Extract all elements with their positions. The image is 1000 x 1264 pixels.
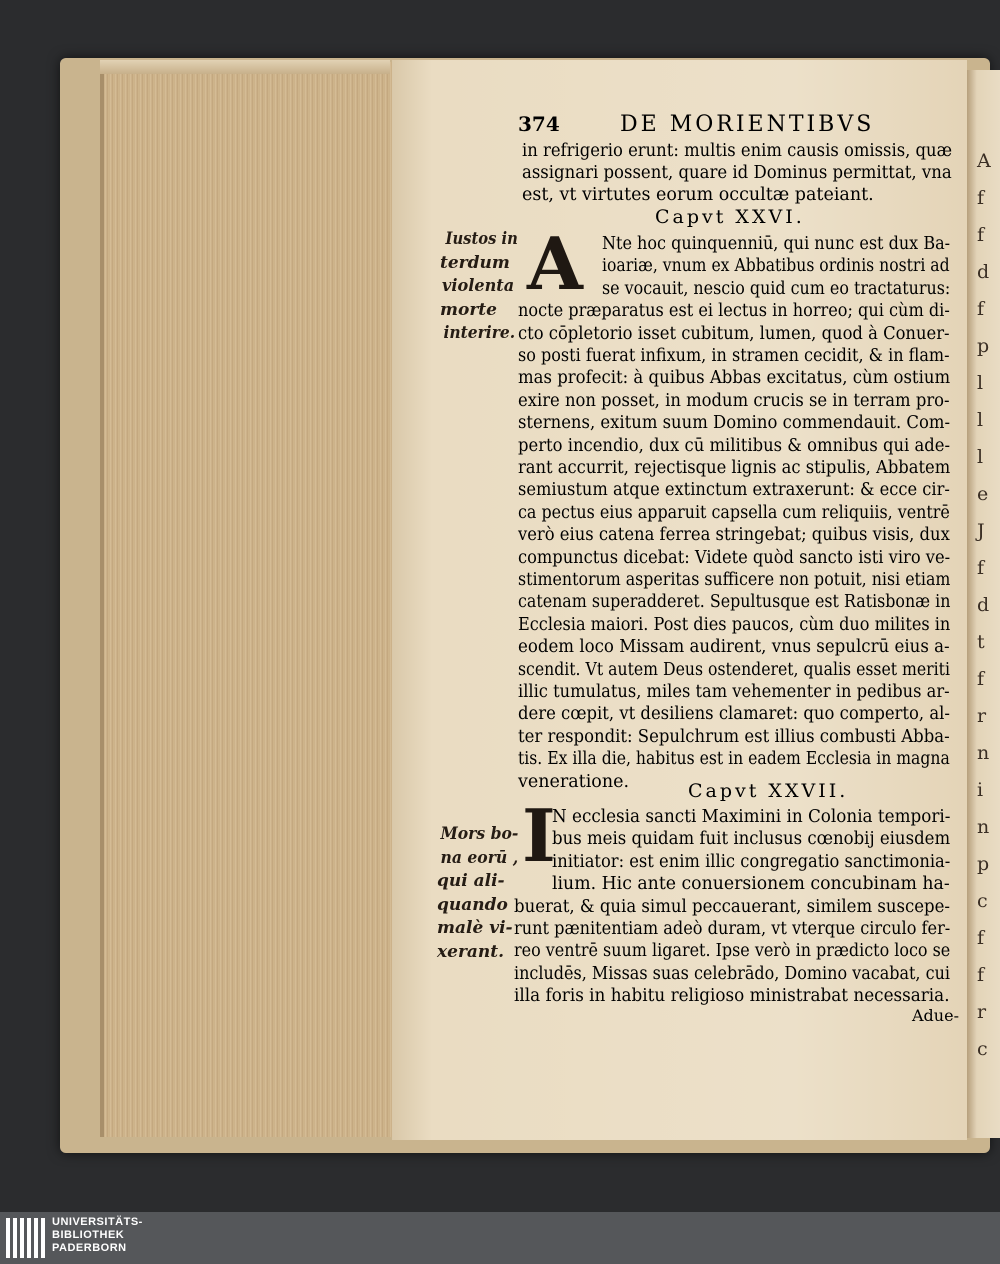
next-page-fragment: n — [977, 742, 990, 764]
next-page-fragment: c — [977, 890, 988, 912]
next-page-fragment: e — [977, 483, 989, 505]
text-line: rant accurrit, rejectisque lignis ac stipulis, Abbatem — [518, 458, 951, 478]
text-line: buerat, & quia simul peccauerant, similem suscepe- — [514, 896, 950, 917]
library-logo-icon — [6, 1218, 46, 1258]
text-line: verò eius catena ferrea stringebat; quibus visis, dux — [518, 525, 950, 546]
next-page-fragment: d — [977, 594, 990, 616]
next-page-fragment: l — [977, 372, 984, 394]
text-line: so posti fuerat infixum, in stramen cecidit, & in flam- — [518, 346, 950, 366]
text-line: veneratione. — [518, 771, 630, 792]
drop-initial: A — [527, 221, 583, 306]
text-line: stimentorum asperitas sufficere non potuit, nisi etiam — [518, 570, 951, 590]
next-page-fragment: l — [977, 409, 984, 431]
library-name-line: PADERBORN — [52, 1242, 127, 1254]
text-line: N ecclesia sancti Maximini in Colonia tempori- — [552, 807, 951, 827]
text-line: in refrigerio erunt: multis enim causis omissis, quæ — [522, 141, 953, 161]
library-footer — [0, 1212, 1000, 1264]
text-line: reo ventrē suum ligaret. Ipse verò in prædicto loco se — [514, 941, 951, 962]
text-line: sternens, exitum suum Domino commendauit. Com- — [518, 413, 951, 434]
text-line: Nte hoc quinquenniū, qui nunc est dux Ba- — [602, 234, 951, 254]
side-note-line: quando — [437, 894, 508, 915]
text-line: scendit. Vt autem Deus ostenderet, qualis esset meriti — [518, 659, 950, 680]
next-page-fragment: n — [977, 816, 990, 838]
side-note-line: Mors bo- — [440, 824, 519, 844]
side-note-line: na eorū , — [440, 847, 519, 868]
next-page-fragment: f — [977, 298, 985, 320]
text-line: nocte præparatus est ei lectus in horreo; qui cùm di- — [518, 301, 950, 322]
catchword: Adue- — [912, 1006, 959, 1025]
library-name-line: UNIVERSITÄTS- — [52, 1216, 143, 1228]
side-note-line: malè vi- — [437, 918, 513, 938]
next-page-fragment: p — [977, 335, 990, 357]
next-page-fragment: f — [977, 187, 985, 209]
page-header — [518, 112, 958, 138]
text-line: illic tumulatus, miles tam vehementer in pedibus ar- — [518, 682, 950, 702]
text-line: mas profecit: à quibus Abbas excitatus, cùm ostium — [518, 368, 951, 389]
text-line: ioariæ, vnum ex Abbatibus ordinis nostri ad — [602, 256, 950, 277]
side-note-line: terdum — [440, 252, 510, 273]
library-name — [52, 1216, 143, 1255]
text-line: illa foris in habitu religioso ministrabat necessaria. — [514, 986, 950, 1007]
text-line: assignari possent, quare id Dominus permittat, vna — [522, 163, 952, 184]
recto-page-edge — [967, 70, 1000, 1138]
text-line: exire non posset, in modum crucis se in terram pro- — [518, 390, 950, 411]
next-page-fragment: f — [977, 927, 985, 949]
running-title: DE MORIENTIBVS — [620, 112, 875, 137]
text-line: includēs, Missas suas celebrādo, Domino vacabat, cui — [514, 963, 950, 984]
next-page-fragment: r — [977, 1001, 987, 1023]
next-page-fragment: r — [977, 705, 987, 727]
next-page-fragment: c — [977, 1038, 988, 1060]
side-note-line: qui ali- — [437, 871, 505, 891]
chapter-heading: Capvt XXVI. — [655, 206, 805, 228]
side-note-line: violenta — [442, 276, 515, 296]
text-line: semiustum atque extinctum extraxerunt: & ecce cir- — [518, 480, 950, 501]
side-note-line: interire. — [443, 323, 516, 343]
side-note-line: Iustos in — [445, 229, 518, 249]
text-line: ca pectus eius apparuit capsella cum reliquiis, ventrē — [518, 502, 950, 523]
side-note-line: xerant. — [437, 941, 505, 962]
page-number: 374 — [518, 112, 560, 136]
text-line: perto incendio, dux cū militibus & omnibus qui ade- — [518, 435, 951, 456]
text-line: compunctus dicebat: Videte quòd sancto isti viro ve- — [518, 547, 951, 568]
page-edges — [100, 62, 394, 1137]
side-note-line: morte — [440, 299, 497, 320]
text-line: tis. Ex illa die, habitus est in eadem Ecclesia in magna — [518, 749, 950, 770]
text-line: Ecclesia maiori. Post dies paucos, cùm duo milites in — [518, 614, 951, 635]
text-line: catenam superadderet. Sepultusque est Ratisbonæ in — [518, 592, 951, 613]
text-line: ter respondit: Sepulchrum est illius combusti Abba- — [518, 726, 950, 747]
next-page-fragment: A — [977, 150, 991, 172]
next-page-fragment: f — [977, 557, 985, 579]
text-line: dere cœpit, vt desiliens clamaret: quo comperto, al- — [518, 704, 950, 725]
text-line: cto cōpletorio isset cubitum, lumen, quod à Conuer- — [518, 323, 950, 344]
next-page-fragment: f — [977, 964, 985, 986]
text-line: est, vt virtutes eorum occultæ pateiant. — [522, 185, 874, 206]
next-page-fragment: d — [977, 261, 990, 283]
library-name-line: BIBLIOTHEK — [52, 1229, 125, 1241]
next-page-fragment: p — [977, 853, 990, 875]
chapter-heading: Capvt XXVII. — [688, 780, 849, 802]
next-page-fragment: J — [977, 520, 985, 542]
next-page-fragment: l — [977, 446, 984, 468]
next-page-fragment: f — [977, 224, 985, 246]
drop-initial: I — [522, 793, 556, 878]
page-edges-top — [100, 60, 390, 74]
text-line: eodem loco Missam audirent, vnus sepulcrū eius a- — [518, 637, 950, 658]
next-page-fragment: f — [977, 668, 985, 690]
next-page-fragment: i — [977, 779, 984, 801]
text-line: runt pænitentiam adeò duram, vt vterque circulo fer- — [514, 919, 951, 939]
text-line: bus meis quidam fuit inclusus cœnobij eiusdem — [552, 829, 951, 850]
text-line: lium. Hic ante conuersionem concubinam ha- — [552, 874, 950, 895]
text-line: initiator: est enim illic congregatio sanctimonia- — [552, 851, 951, 872]
text-line: se vocauit, nescio quid cum eo tractaturus: — [602, 278, 951, 299]
next-page-fragment: t — [977, 631, 985, 653]
